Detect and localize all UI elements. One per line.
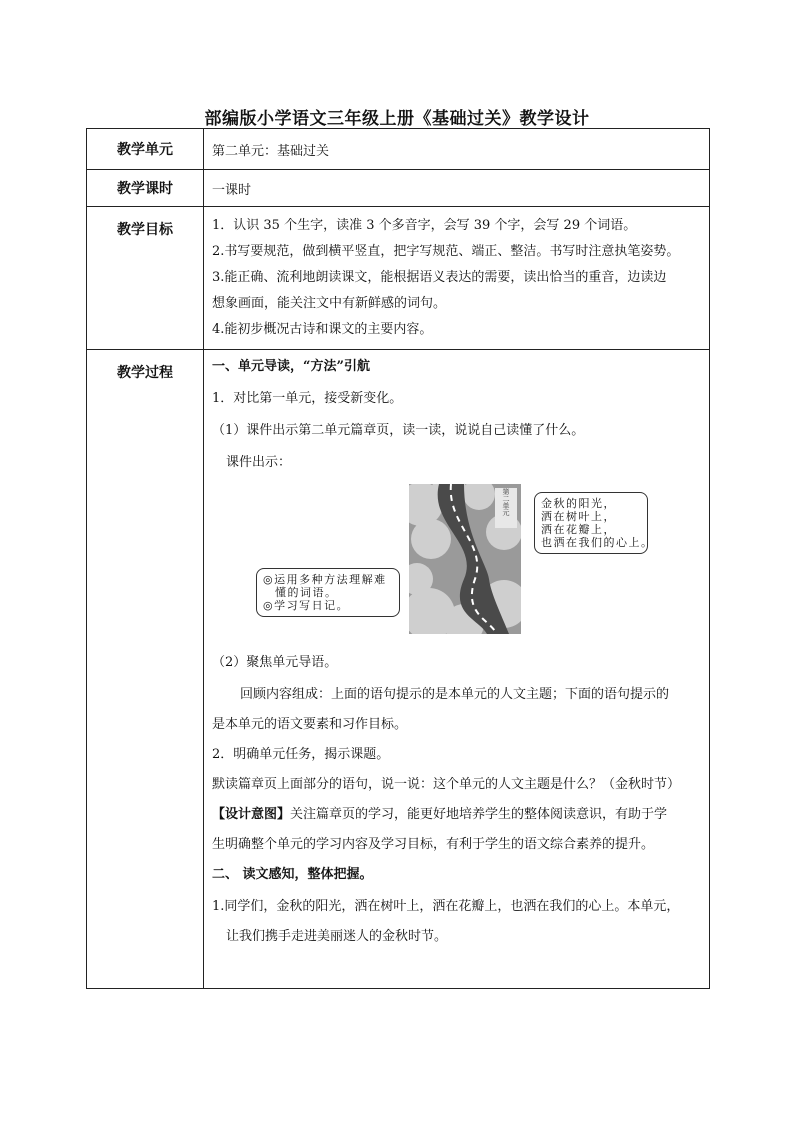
- unit-cover-image: [409, 484, 521, 634]
- goal-line: 想象画面，能关注文中有新鲜感的词句。: [212, 296, 447, 311]
- row-teaching-unit: [87, 129, 710, 170]
- bubble-line: 也洒在我们的心上。: [541, 536, 654, 549]
- step-3-cont: 让我们携手走进美丽迷人的金秋时节。: [226, 929, 448, 944]
- design-intent-text: 关注篇章页的学习，能更好地培养学生的整体阅读意识，有助于学: [290, 807, 668, 822]
- design-intent-tag: 【设计意图】: [212, 807, 291, 822]
- bubble-line: 洒在花瓣上，: [541, 523, 616, 536]
- goal-line: 2.书写要规范，做到横平竖直，把字写规范、端正、整洁。书写时注意执笔姿势。: [212, 244, 680, 259]
- courseware-label: 课件出示：: [226, 455, 292, 470]
- goal-line: 3.能正确、流利地朗读课文，能根据语义表达的需要，读出恰当的重音，边读边: [212, 270, 667, 285]
- unit-cover-figure: [212, 480, 703, 642]
- value-teaching-unit: 第二单元：基础过关: [204, 129, 710, 170]
- autumn-road-illustration: [409, 484, 521, 634]
- bubble-line: ◎运用多种方法理解难: [263, 573, 387, 586]
- bubble-line: ◎学习写日记。: [263, 599, 350, 612]
- review-text-cont: 是本单元的语文要素和习作目标。: [212, 717, 408, 732]
- reading-task: 默读篇章页上面部分的语句，说一说：这个单元的人文主题是什么？（金秋时节）: [212, 777, 681, 792]
- label-teaching-process: 教学过程: [87, 350, 204, 989]
- section-heading-2: 二、 读文感知，整体把握。: [212, 867, 373, 882]
- label-teaching-unit: 教学单元: [87, 129, 204, 170]
- step-1: 1．对比第一单元，接受新变化。: [212, 391, 403, 406]
- lesson-plan-table: [86, 128, 710, 989]
- section-heading-1: 一、单元导读，“方法”引航: [212, 359, 370, 374]
- row-teaching-hours: [87, 170, 710, 207]
- step-3: 1.同学们，金秋的阳光，洒在树叶上，洒在花瓣上，也洒在我们的心上。本单元，: [212, 899, 680, 914]
- row-teaching-process: [87, 350, 710, 989]
- bubble-line: 金秋的阳光，: [541, 497, 616, 510]
- label-teaching-hours: 教学课时: [87, 170, 204, 207]
- design-intent-cont: 生明确整个单元的学习内容及学习目标，有利于学生的语文综合素养的提升。: [212, 837, 655, 852]
- label-teaching-goals: 教学目标: [87, 207, 204, 350]
- row-teaching-goals: [87, 207, 710, 350]
- sub-step-2: （2）聚焦单元导语。: [212, 655, 338, 670]
- goal-line: 1．认识 35 个生字，读准 3 个多音字，会写 39 个字，会写 29 个词语。: [212, 218, 637, 233]
- bubble-line: 洒在树叶上，: [541, 510, 616, 523]
- design-intent: [212, 802, 703, 828]
- page-title: 部编版小学语文三年级上册《基础过关》教学设计: [204, 109, 590, 129]
- step-2: 2．明确单元任务，揭示课题。: [212, 747, 390, 762]
- cover-unit-title: 第二单元: [502, 488, 510, 516]
- sub-step-1: （1）课件出示第二单元篇章页，读一读，说说自己读懂了什么。: [212, 423, 585, 438]
- goals-speech-bubble: [256, 568, 400, 617]
- value-teaching-hours: 一课时: [204, 170, 710, 207]
- poem-speech-bubble: [534, 492, 654, 554]
- goal-line: 4.能初步概况古诗和课文的主要内容。: [212, 322, 433, 337]
- review-text: 回顾内容组成：上面的语句提示的是本单元的人文主题；下面的语句提示的: [240, 687, 670, 702]
- bubble-line: 懂的词语。: [275, 586, 338, 599]
